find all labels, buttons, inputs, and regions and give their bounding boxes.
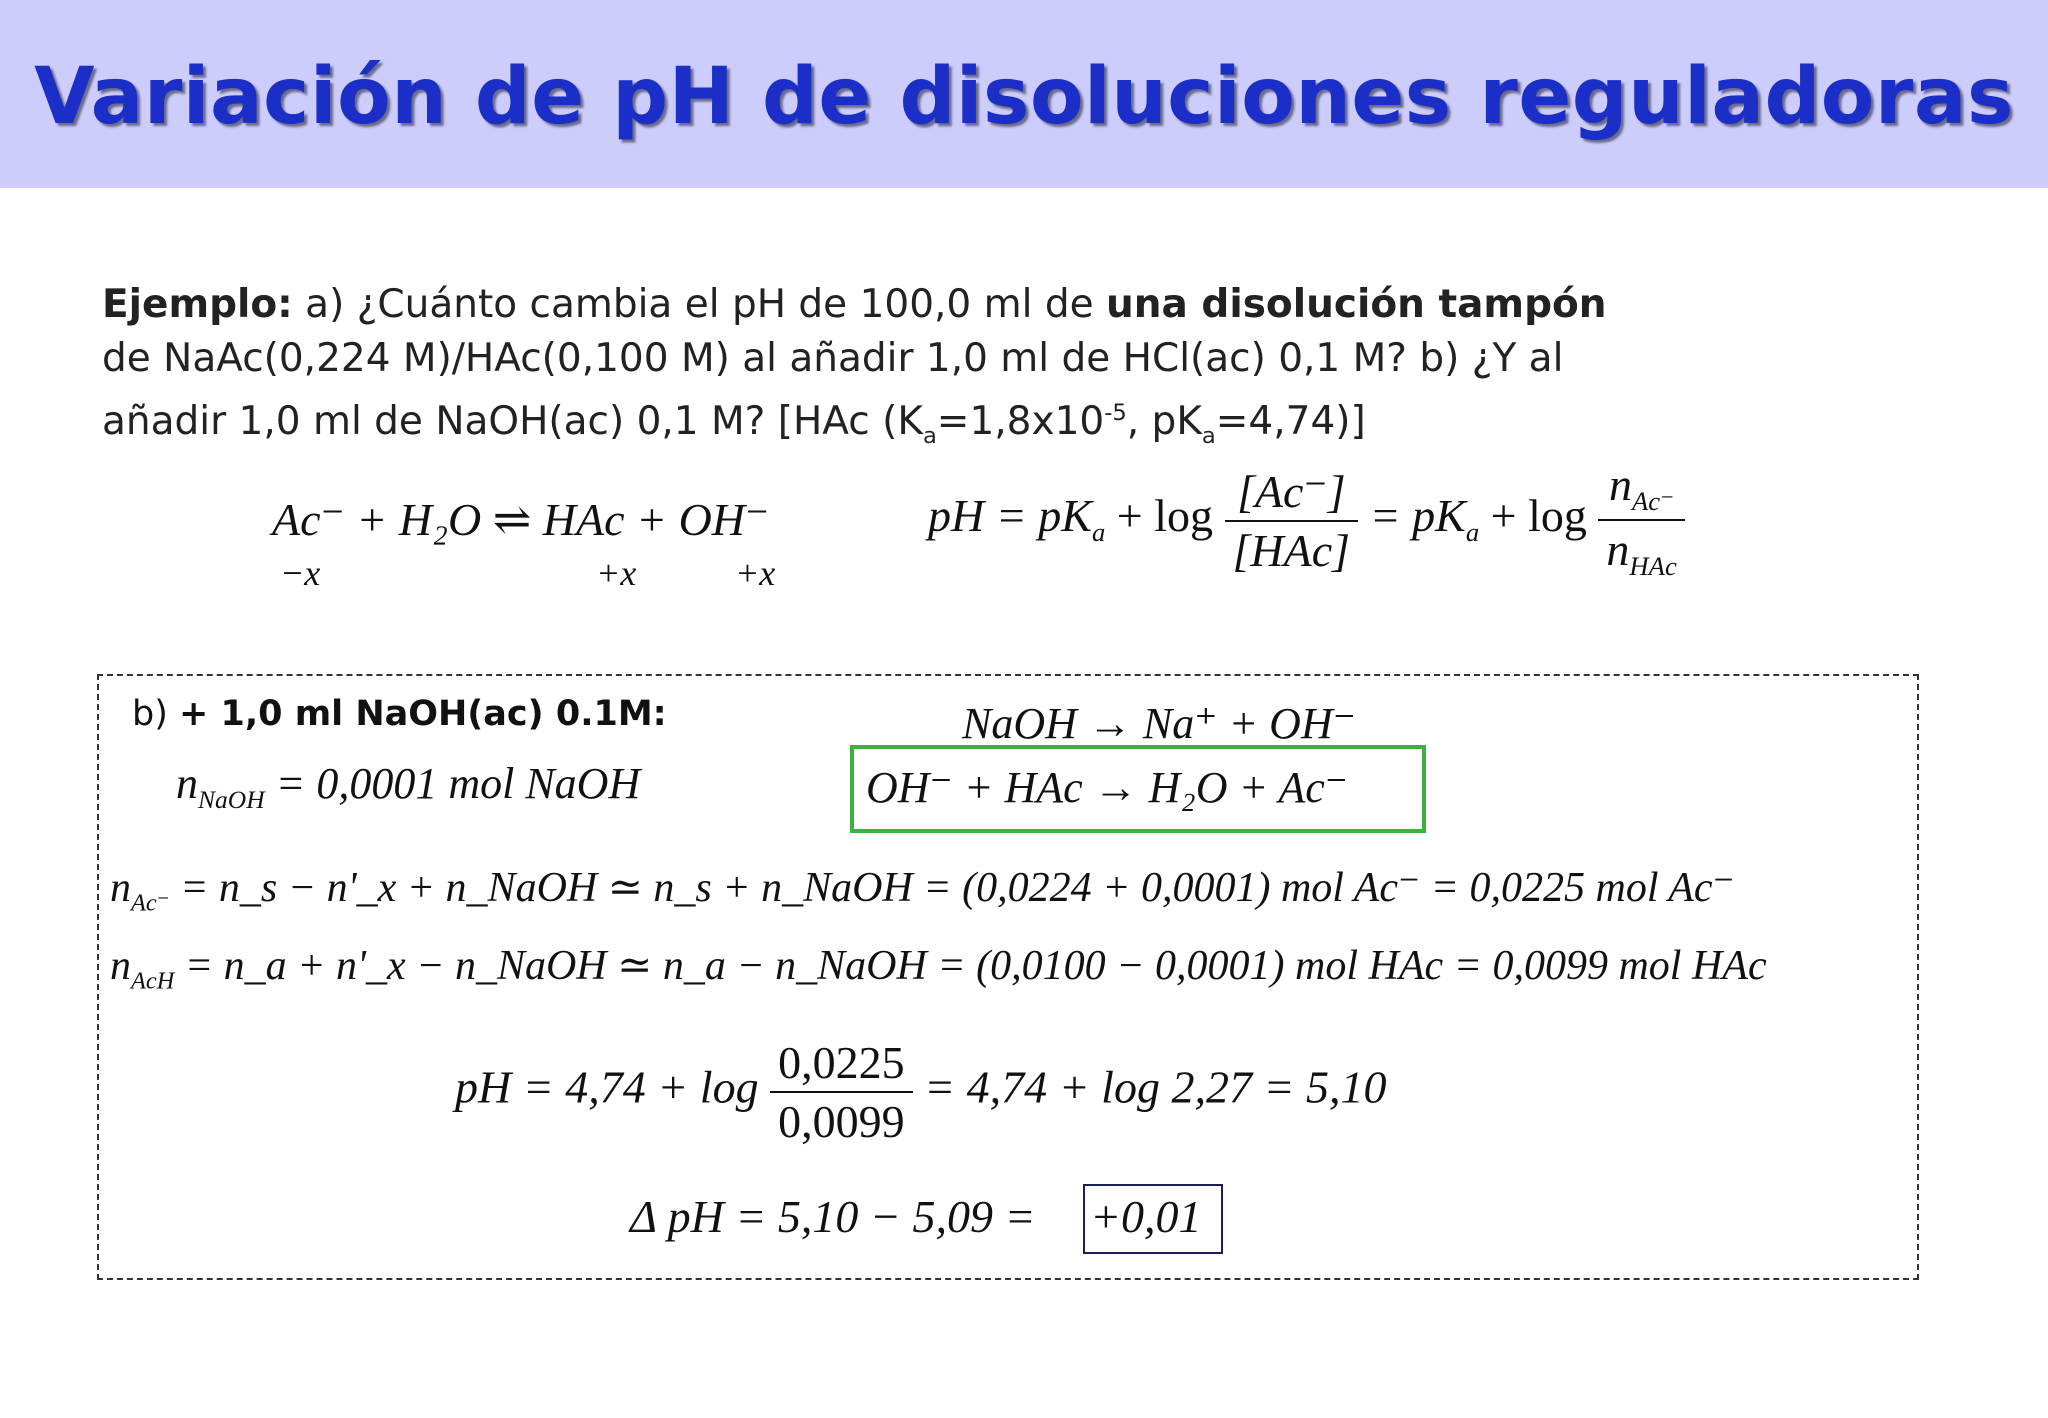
problem-line-3b: =1,8x10 — [936, 399, 1105, 444]
hh-sub-a2: a — [1465, 516, 1480, 547]
problem-line-3d: =4,74)] — [1215, 399, 1366, 444]
part-b-letter: b) — [132, 694, 179, 734]
ph-lhs: pH = 4,74 + log — [455, 1061, 759, 1113]
dissociation-equation: NaOH → Na⁺ + OH⁻ — [962, 699, 1356, 748]
n-ah-sub: AcH — [131, 967, 175, 995]
ph-fraction — [770, 1036, 913, 1148]
hh-den: [HAc] — [1232, 524, 1351, 576]
stoich-plus-x-hac: +x — [596, 553, 637, 593]
ph-calculation — [455, 1036, 1387, 1148]
n-naoh-lhs: n — [176, 759, 198, 808]
problem-line-3c: , pK — [1126, 399, 1202, 444]
n-naoh-rhs: = 0,0001 mol NaOH — [264, 759, 641, 808]
ka-subscript: a — [922, 422, 937, 449]
pka-subscript: a — [1201, 422, 1216, 449]
hh-num2-sub: Ac⁻ — [1631, 486, 1675, 517]
hh-sub-a: a — [1091, 516, 1106, 547]
n-ah-rhs: = n_a + n'_x − n_NaOH ≃ n_a − n_NaOH = (0,0100 − 0,0001) mol HAc = 0,0099 mol HAc — [184, 943, 1767, 989]
hh-plus-log: + log — [1105, 489, 1214, 541]
problem-line-2: de NaAc(0,224 M)/HAc(0,100 M) al añadir 1,0 ml de HCl(ac) 0,1 M? b) ¿Y al — [102, 336, 1564, 381]
hh-fraction-1 — [1225, 464, 1359, 577]
equilibrium-equation: Ac⁻ + H₂O ⇌ HAc + OH⁻ — [272, 494, 770, 545]
n-naoh-equation — [176, 758, 640, 815]
part-b-label — [132, 694, 667, 734]
hh-den2-sub: HAc — [1629, 551, 1677, 582]
part-b-bold: + 1,0 ml NaOH(ac) 0.1M: — [179, 694, 667, 734]
stoich-plus-x-oh: +x — [735, 553, 776, 593]
problem-line-3a: añadir 1,0 ml de NaOH(ac) 0,1 M? [HAc (K — [102, 399, 923, 444]
n-ah-lhs: n — [110, 943, 131, 989]
hh-fraction-2 — [1598, 458, 1684, 582]
hh-eq2: = pK — [1369, 489, 1466, 541]
n-ah-equation — [110, 940, 1767, 995]
n-ac-lhs: n — [110, 865, 131, 911]
ph-rhs: = 4,74 + log 2,27 = 5,10 — [924, 1061, 1387, 1113]
hh-lhs: pH = pK — [928, 489, 1092, 541]
ejemplo-label: Ejemplo: — [102, 282, 293, 327]
problem-bold-1: una disolución tampón — [1106, 282, 1607, 327]
slide-title: Variación de pH de disoluciones reguladoras — [34, 52, 2014, 142]
ph-num: 0,0225 — [770, 1036, 913, 1093]
neutralization-equation: OH⁻ + HAc → H₂O + Ac⁻ — [866, 763, 1349, 812]
ph-den: 0,0099 — [778, 1096, 905, 1147]
henderson-equation — [928, 458, 1685, 582]
hh-plus-log-2: + log — [1479, 489, 1587, 541]
exponent: -5 — [1104, 400, 1127, 426]
hh-num2: n — [1608, 459, 1632, 510]
problem-text-1: a) ¿Cuánto cambia el pH de 100,0 ml de — [292, 282, 1106, 327]
problem-statement — [102, 278, 1842, 463]
n-ac-rhs: = n_s − n'_x + n_NaOH ≃ n_s + n_NaOH = (0,0224 + 0,0001) mol Ac⁻ = 0,0225 mol Ac⁻ — [180, 865, 1735, 911]
n-ac-sub: Ac⁻ — [131, 889, 170, 917]
n-ac-equation — [110, 862, 1735, 917]
delta-ph-equation: Δ pH = 5,10 − 5,09 = — [630, 1191, 1036, 1242]
delta-ph-answer: +0,01 — [1090, 1191, 1202, 1242]
stoich-minus-x: −x — [280, 553, 321, 593]
hh-num: [Ac⁻] — [1225, 464, 1359, 522]
n-naoh-sub: NaOH — [198, 784, 265, 814]
hh-den2: n — [1606, 524, 1630, 576]
